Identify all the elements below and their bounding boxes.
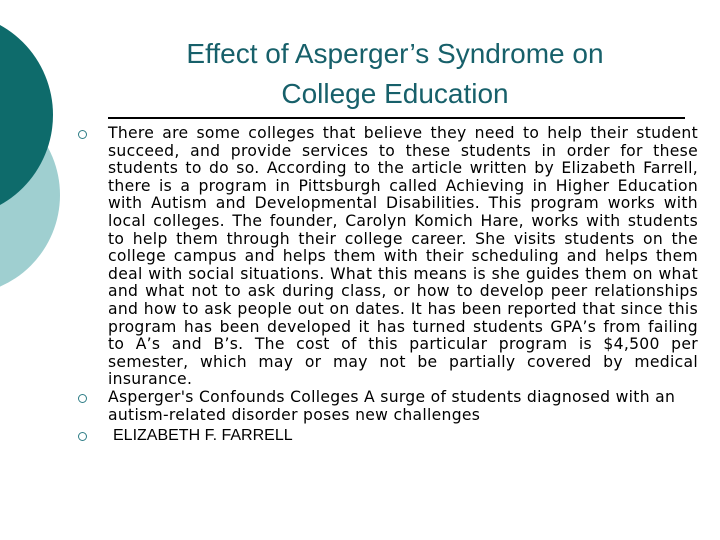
bullet-list xyxy=(78,125,698,447)
bullet-circle-icon xyxy=(78,130,87,139)
bullet-item-author xyxy=(78,425,698,447)
bullet-text: Asperger's Confounds Colleges A surge of students diagnosed with an autism-related disorder poses new challenges xyxy=(108,387,676,424)
title-line-2: College Education xyxy=(281,78,509,109)
decorative-teal-circles xyxy=(0,0,80,300)
bullet-item-article-title xyxy=(78,389,698,424)
bullet-item-program xyxy=(78,125,698,389)
bullet-circle-icon xyxy=(78,394,87,403)
slide-title xyxy=(120,34,670,114)
title-line-1: Effect of Asperger’s Syndrome on xyxy=(186,38,604,69)
title-divider xyxy=(108,117,685,119)
bullet-text: There are some colleges that believe they need to help their student succeed, and provide services to these students in order for these students to do so. According to the article written by Elizabeth Farrell, there is a program in Pittsburgh called Achieving in Higher Education with Autism and Developmental Disabilities. This program works with local colleges. The founder, Carolyn Komich Hare, works with students to help them through their college career. She visits students on the college campus and helps them with their scheduling and helps them deal with social situations. What this means is she guides them on what and what not to ask during class, or how to develop peer relationships and how to ask people out on dates. It has been reported that since this program has been developed it has turned students GPA’s from failing to A’s and B’s. The cost of this particular program is $4,500 per semester, which may or may not be partially covered by medical insurance. xyxy=(108,124,698,389)
light-teal-circle xyxy=(0,95,60,295)
bullet-circle-icon xyxy=(78,432,87,441)
dark-teal-circle xyxy=(0,12,53,218)
bullet-text: ELIZABETH F. FARRELL xyxy=(113,427,293,445)
